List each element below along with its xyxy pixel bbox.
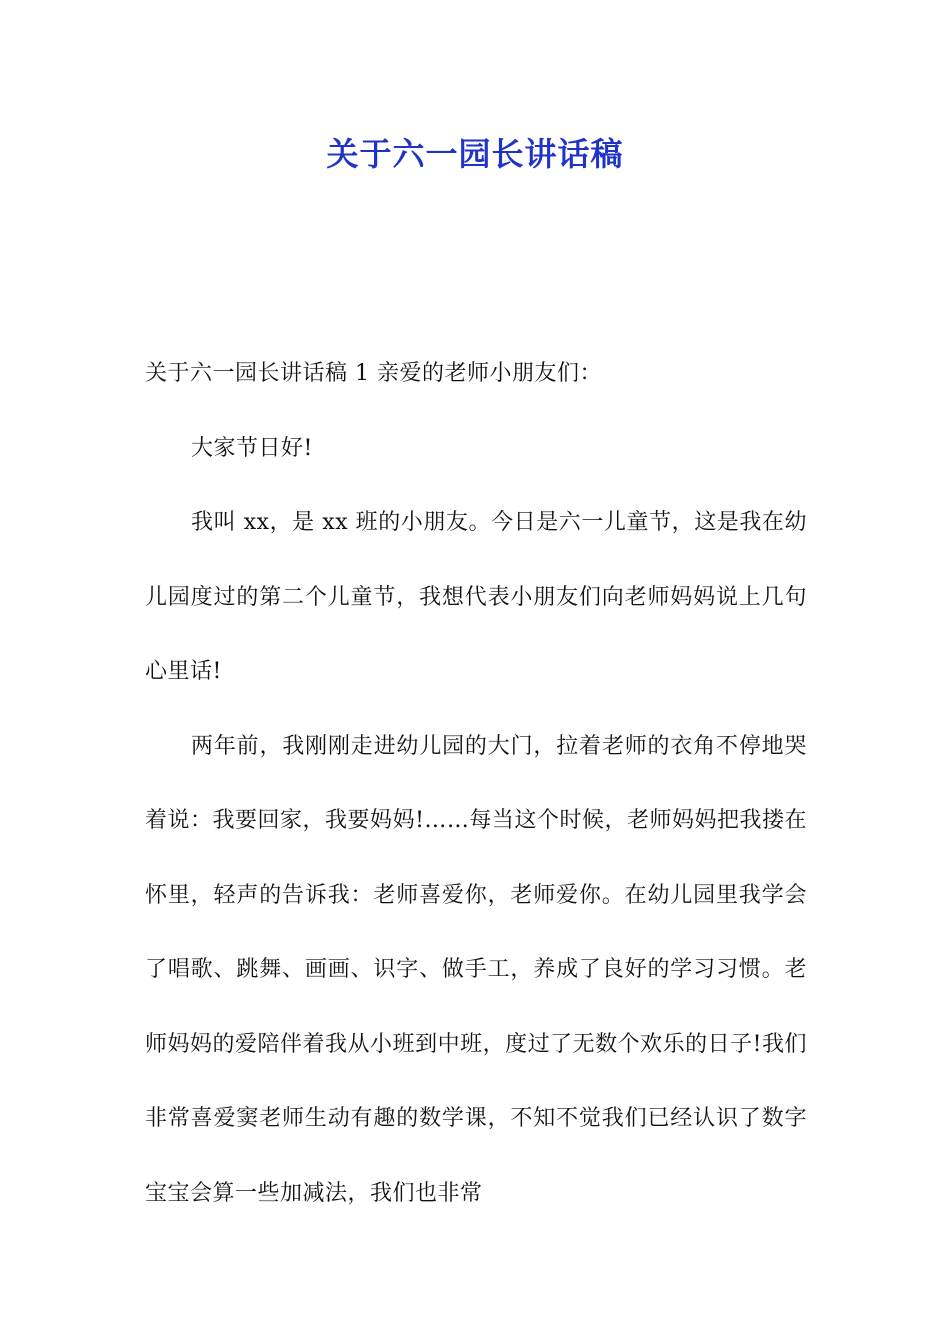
paragraph-salutation: 大家节日好!: [191, 435, 313, 461]
paragraph-memories: 两年前，我刚刚走进幼儿园的大门，拉着老师的衣角不停地哭着说：我要回家，我要妈妈!……每当这个时候，老师妈妈把我搂在怀里，轻声的告诉我：老师喜爱你，老师爱你。在幼儿园里我学会了唱歌、跳舞、画画、识字、做手工，养成了良好的学习习惯。老师妈妈的爱陪伴着我从小班到中班，度过了无数个欢乐的日子!我们非常喜爱窦老师生动有趣的数学课，不知不觉我们已经认识了数字宝宝会算一些加减法，我们也非常: [145, 733, 807, 1206]
paragraph-greeting: 关于六一园长讲话稿 1 亲爱的老师小朋友们：: [145, 361, 602, 386]
paragraph-introduction: 我叫 xx，是 xx 班的小朋友。今日是六一儿童节，这是我在幼儿园度过的第二个儿童节，我想代表小朋友们向老师妈妈说上几句心里话!: [145, 510, 807, 684]
document-title: 关于六一园长讲话稿: [326, 135, 624, 173]
document-body: [145, 337, 807, 1231]
